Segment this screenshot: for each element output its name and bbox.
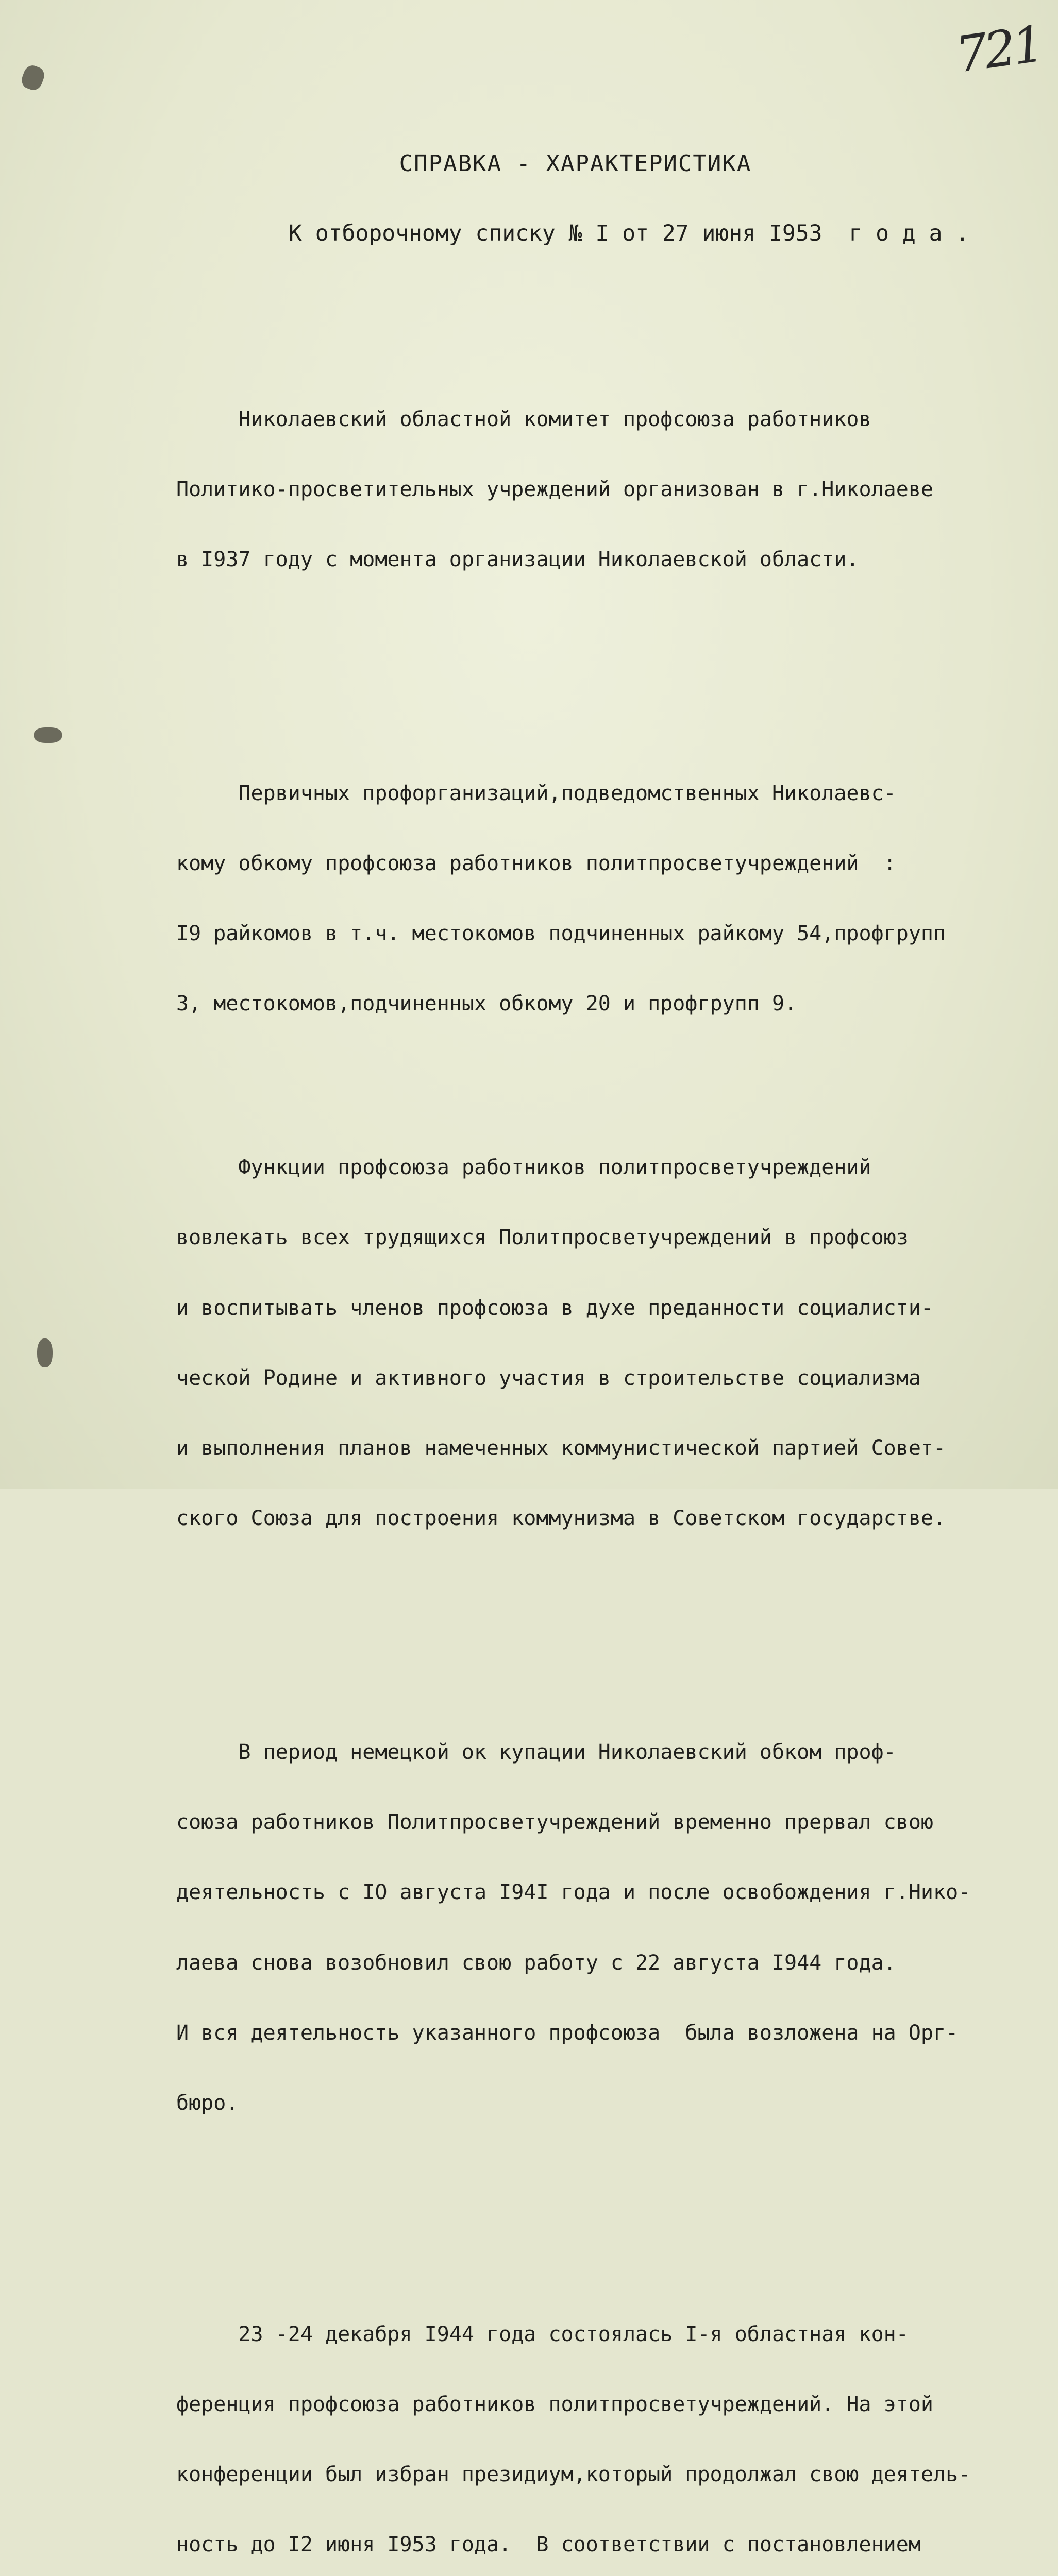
text-line: союза работников Политпросветучреждений временно прервал свою bbox=[176, 1810, 934, 1835]
text-line: ского Союза для построения коммунизма в Советском государстве. bbox=[176, 1506, 946, 1531]
text-line: ность до I2 июня I953 года. В соответствии с постановлением bbox=[176, 2533, 921, 2557]
text-line: кому обкому профсоюза работников политпросветучреждений : bbox=[176, 851, 896, 875]
punch-hole-middle bbox=[34, 727, 62, 743]
text-line: лаева снова возобновил свою работу с 22 августа I944 года. bbox=[176, 1951, 896, 1975]
text-line: В период немецкой ок купации Николаевский обком проф- bbox=[176, 1740, 896, 1764]
text-line: Политико-просветительных учреждений организован в г.Николаеве bbox=[176, 477, 934, 501]
text-line: ческой Родине и активного участия в строительстве социализма bbox=[176, 1366, 921, 1390]
text-line: 23 -24 декабря I944 года состоялась I-я областная кон- bbox=[176, 2322, 909, 2346]
document-title: СПРАВКА - ХАРАКТЕРИСТИКА bbox=[399, 150, 752, 177]
text-line: бюро. bbox=[176, 2091, 239, 2115]
document-subtitle: К отборочному списку № I от 27 июня I953 г о д а . bbox=[289, 221, 969, 246]
paragraph-primary-organizations bbox=[176, 735, 1042, 1063]
text-line: и воспитывать членов профсоюза в духе преданности социалисти- bbox=[176, 1296, 934, 1320]
text-line: 3, местокомов,подчиненных обкому 20 и профгрупп 9. bbox=[176, 992, 797, 1016]
paragraph-occupation-period bbox=[176, 1694, 1042, 2162]
paragraph-organization bbox=[176, 361, 1042, 618]
text-line: деятельность с IO августа I94I года и после освобождения г.Нико- bbox=[176, 1880, 971, 1905]
text-line: Первичных профорганизаций,подведомственных Николаевс- bbox=[176, 781, 896, 805]
paragraph-conference bbox=[176, 2276, 1042, 2576]
handwritten-page-number: 721 bbox=[952, 15, 1045, 84]
text-line: И вся деятельность указанного профсоюза была возложена на Орг- bbox=[176, 2021, 959, 2045]
text-line: ференция профсоюза работников политпросветучреждений. На этой bbox=[176, 2392, 934, 2416]
text-line: Функции профсоюза работников политпросветучреждений bbox=[176, 1156, 871, 1180]
paragraph-functions bbox=[176, 1109, 1042, 1577]
text-line: конференции был избран президиум,который продолжал свою деятель- bbox=[176, 2463, 971, 2487]
text-line: I9 райкомов в т.ч. местокомов подчиненных райкому 54,профгрупп bbox=[176, 922, 946, 946]
text-line: в I937 году с момента организации Николаевской области. bbox=[176, 548, 859, 572]
document-body bbox=[176, 314, 1042, 2576]
text-line: вовлекать всех трудящихся Политпросветучреждений в профсоюз bbox=[176, 1226, 909, 1250]
punch-hole-bottom bbox=[37, 1338, 53, 1367]
text-line: и выполнения планов намеченных коммунистической партией Совет- bbox=[176, 1436, 946, 1461]
punch-hole-top bbox=[19, 63, 46, 93]
text-line: Николаевский областной комитет профсоюза работников bbox=[176, 407, 871, 431]
